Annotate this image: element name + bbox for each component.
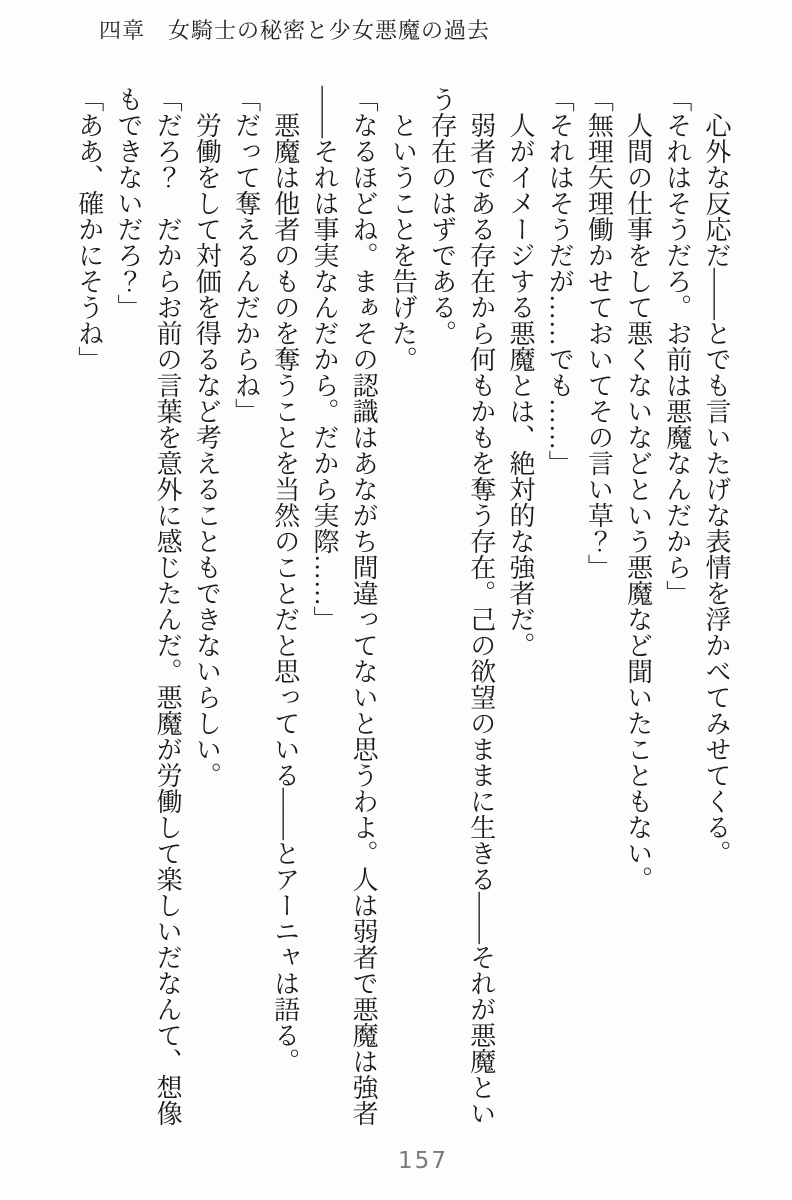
page-number: 157 xyxy=(398,1148,448,1174)
novel-line: 悪魔は他者のものを奪うことを当然のことだと思っている——とアーニャは語る。 xyxy=(270,112,300,1074)
novel-line: 「それはそうだろ。お前は悪魔なんだから」 xyxy=(662,86,692,606)
novel-line: 「だろ？ だからお前の言葉を意外に感じたんだ。悪魔が労働して楽しいだなんて、想像もできないだろ？」 xyxy=(113,86,183,1126)
novel-line: 「それはそうだが……でも……」 xyxy=(545,86,575,476)
novel-line: 弱者である存在から何もかもを奪う存在。己の欲望のままに生きる——それが悪魔という存在のはずである。 xyxy=(427,86,496,1126)
chapter-header: 四章 女騎士の秘密と少女悪魔の過去 xyxy=(99,18,491,43)
novel-line: 「ああ、確かにそうね」 xyxy=(74,86,104,372)
novel-line: 「なるほどね。まぁその認識はあながち間違ってないと思うわよ。人は弱者で悪魔は強者——それは事実なんだから。だから実際……」 xyxy=(309,86,379,1126)
novel-line: 心外な反応だ——とでも言いたげな表情を浮かべてみせてくる。 xyxy=(702,112,731,866)
novel-line: 「だって奪えるんだからね」 xyxy=(231,86,261,424)
novel-line: 人間の仕事をして悪くないなどという悪魔など聞いたこともない。 xyxy=(623,112,653,892)
novel-line: 「無理矢理働かせておいてその言い草？」 xyxy=(584,86,614,580)
novel-body xyxy=(70,86,736,1130)
novel-line: 人がイメージする悪魔とは、絶対的な強者だ。 xyxy=(505,112,535,658)
novel-line: ということを告げた。 xyxy=(388,112,418,372)
novel-line: 労働をして対価を得るなど考えることもできないらしい。 xyxy=(192,112,222,788)
